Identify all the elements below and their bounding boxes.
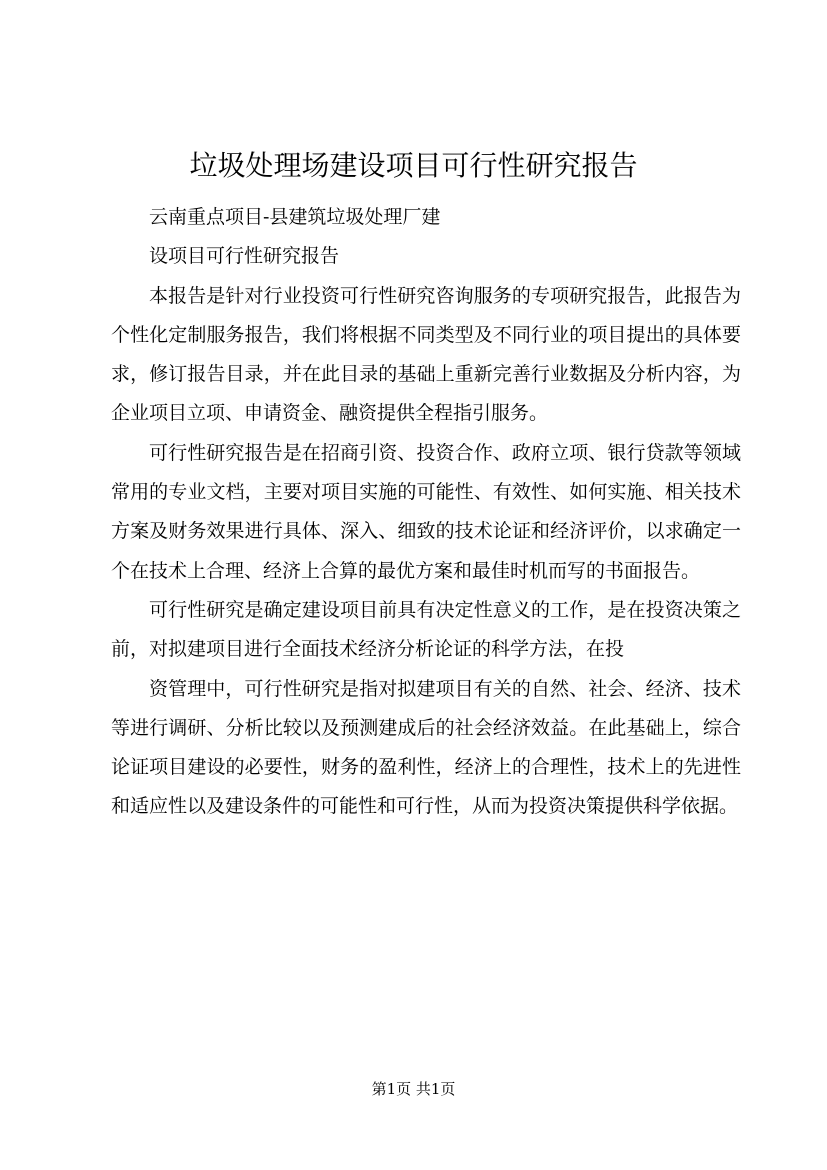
paragraph-6: 资管理中，可行性研究是指对拟建项目有关的自然、社会、经济、技术等进行调研、分析比较以及预测建成后的社会经济效益。在此基础上，综合论证项目建设的必要性，财务的盈利性，经济上的合理性，技术上的先进性和适应性以及建设条件的可能性和可行性，从而为投资决策提供科学依据。 xyxy=(111,677,741,818)
paragraph-4: 可行性研究报告是在招商引资、投资合作、政府立项、银行贷款等领域常用的专业文档，主要对项目实施的可能性、有效性、如何实施、相关技术方案及财务效果进行具体、深入、细致的技术论证和经济评价，以求确定一个在技术上合理、经济上合算的最优方案和最佳时机而写的书面报告。 xyxy=(111,441,741,582)
page-title: 垃圾处理场建设项目可行性研究报告 xyxy=(189,149,638,182)
paragraph-1: 云南重点项目-县建筑垃圾处理厂建 xyxy=(149,206,441,228)
document-body xyxy=(111,198,741,827)
paragraph-5: 可行性研究是确定建设项目前具有决定性意义的工作，是在投资决策之前，对拟建项目进行全面技术经济分析论证的科学方法，在投 xyxy=(111,598,741,661)
paragraph-3: 本报告是针对行业投资可行性研究咨询服务的专项研究报告，此报告为个性化定制服务报告，我们将根据不同类型及不同行业的项目提出的具体要求，修订报告目录，并在此目录的基础上重新完善行业数据及分析内容，为企业项目立项、申请资金、融资提供全程指引服务。 xyxy=(111,284,741,425)
paragraph-2: 设项目可行性研究报告 xyxy=(149,245,340,268)
page-footer: 第1页 共1页 xyxy=(371,1080,456,1098)
